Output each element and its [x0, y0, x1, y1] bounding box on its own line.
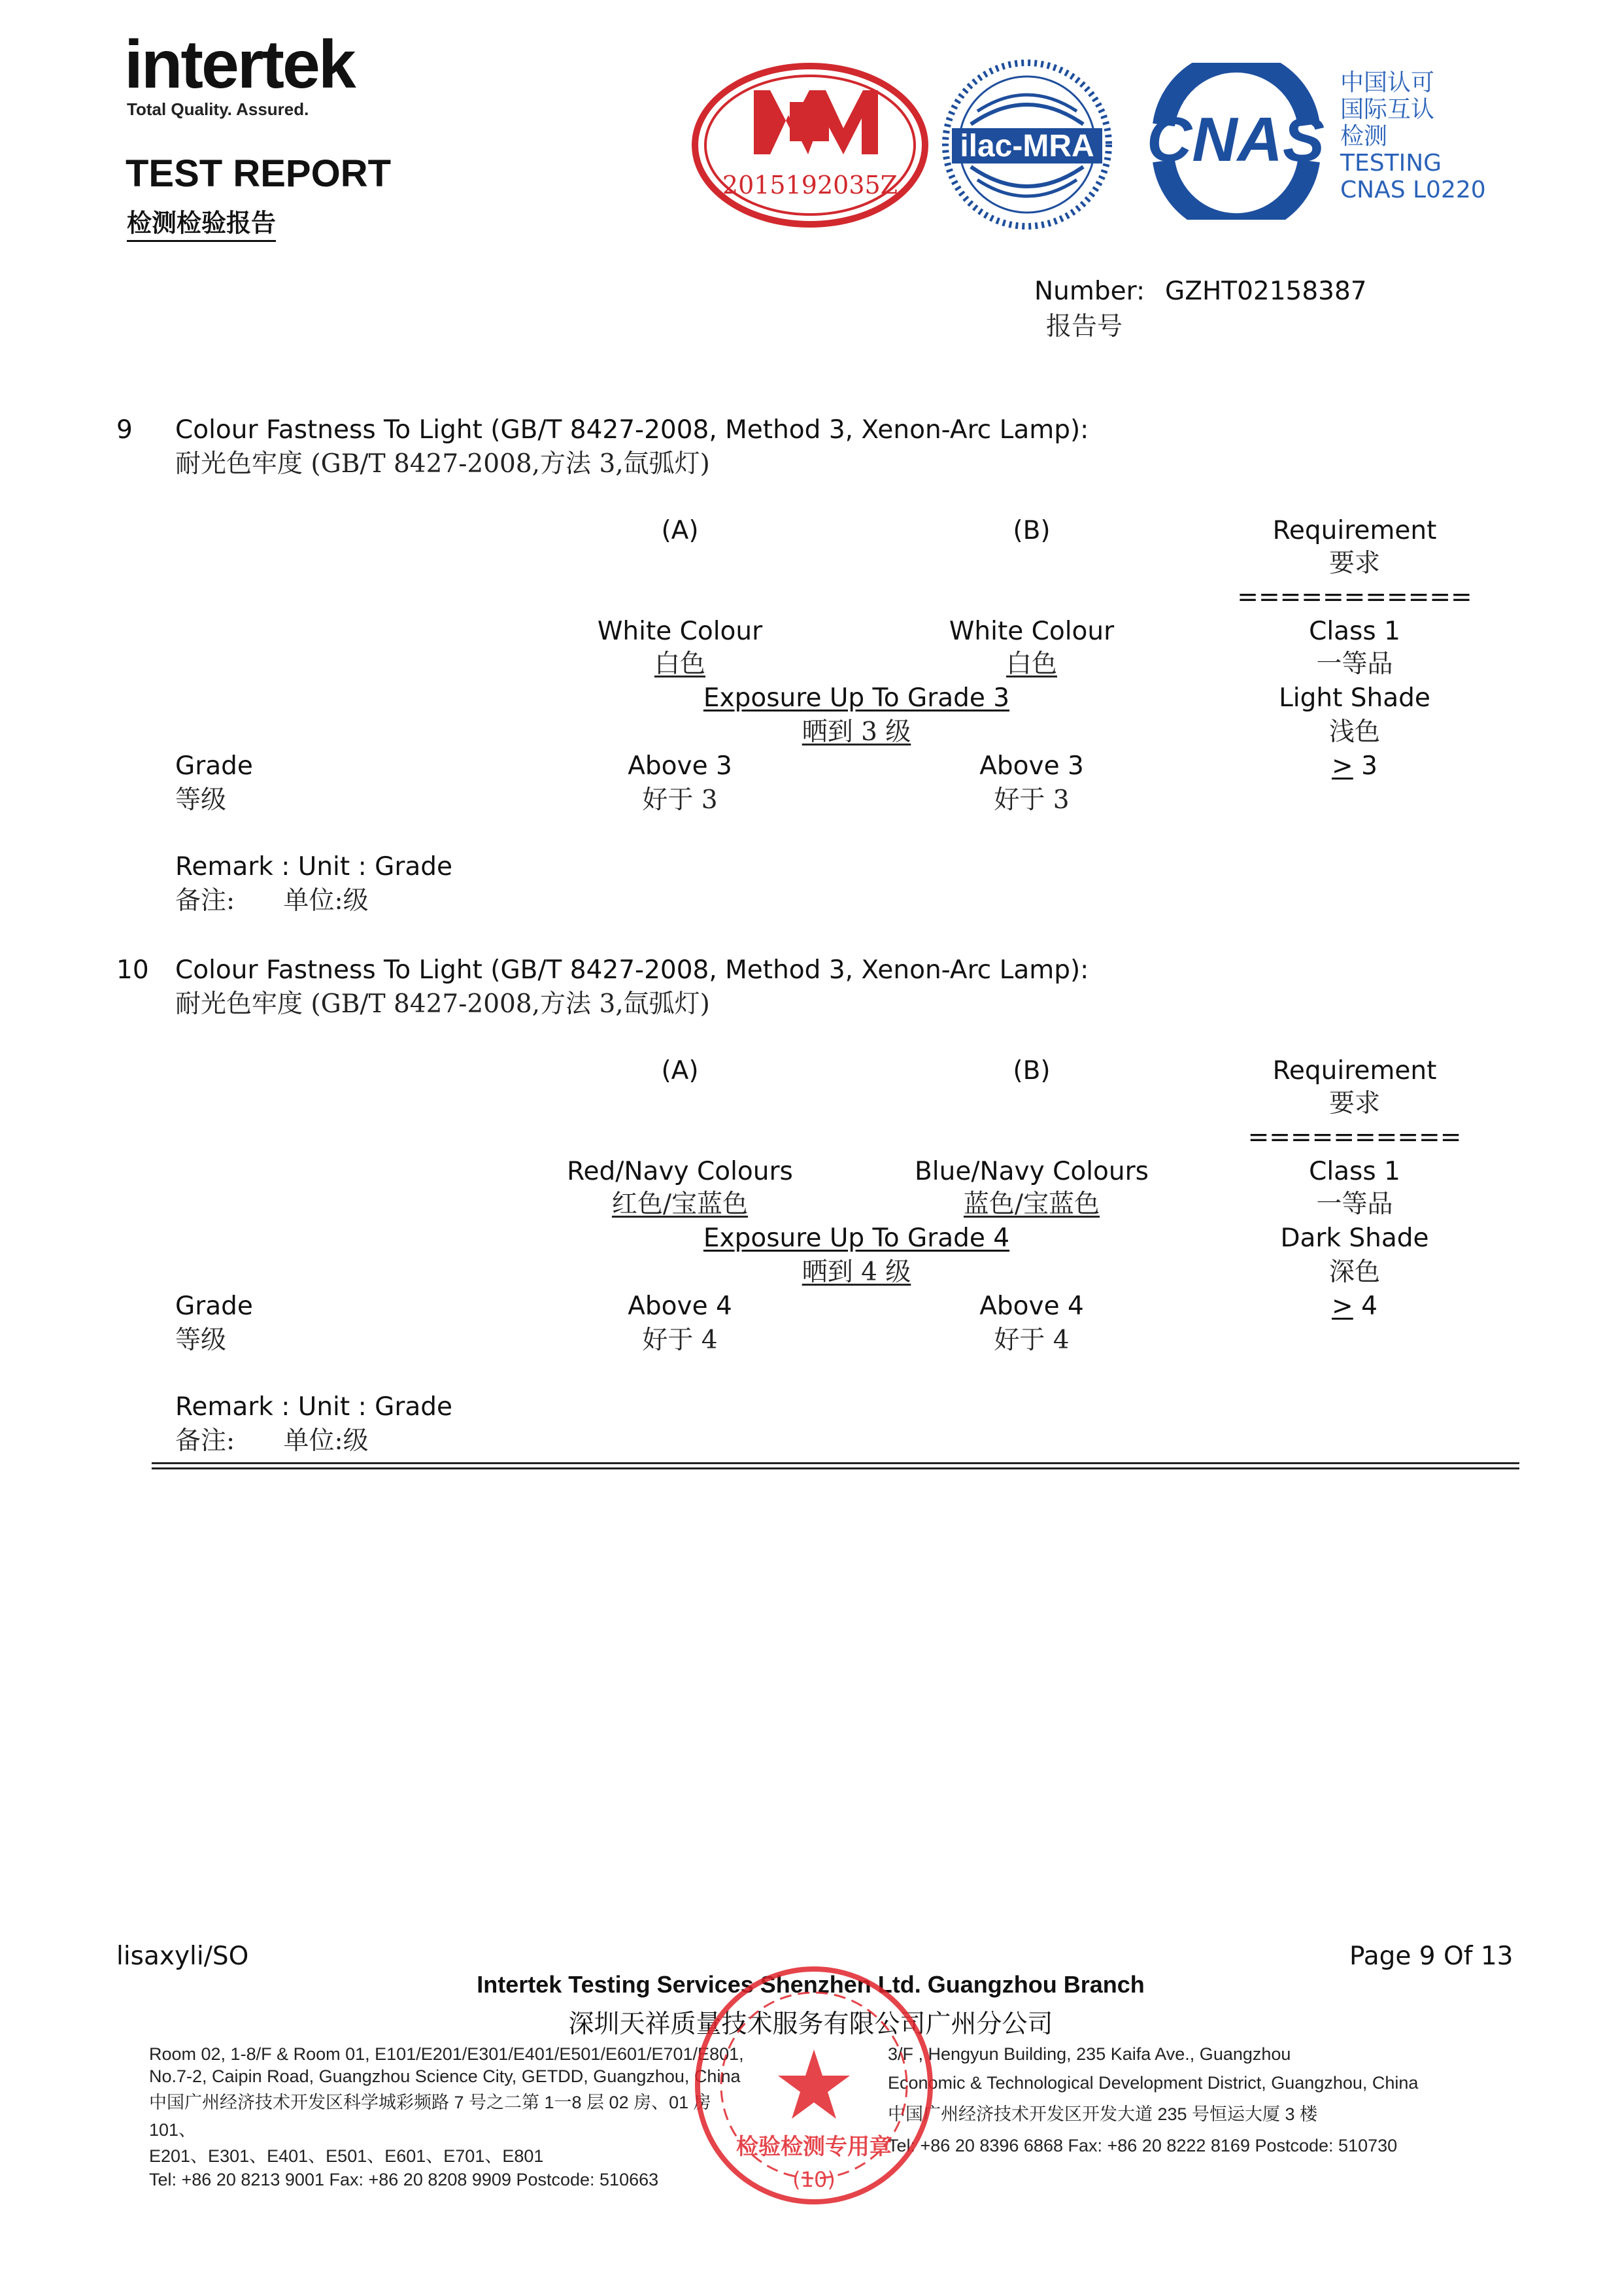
result-a-cn: 好于 4 — [642, 1326, 718, 1355]
sample-a-colour-cn: 白色 — [654, 649, 706, 679]
address-line: E201、E301、E401、E501、E601、E701、E801 — [149, 2146, 544, 2166]
section-title-cn: 耐光色牢度 (GB/T 8427-2008,方法 3,氙弧灯) — [175, 989, 710, 1019]
requirement-header: Requirement — [1272, 1056, 1437, 1086]
report-number-value: GZHT02158387 — [1165, 277, 1367, 306]
requirement-value-number: 3 — [1353, 751, 1377, 781]
address-line: 中国广州经济技术开发区开发大道 235 号恒运大厦 3 楼 — [888, 2104, 1318, 2124]
column-a-header: (A) — [661, 1056, 699, 1086]
requirement-value — [1332, 1290, 1377, 1324]
report-title: TEST REPORT — [126, 152, 392, 195]
sample-b-colour: Blue/Navy Colours — [915, 1157, 1149, 1186]
cnas-line-2: 国际互认 — [1340, 96, 1435, 123]
requirement-value-number: 4 — [1353, 1292, 1377, 1321]
requirement-separator: ========== — [1247, 1123, 1462, 1152]
section-title: Colour Fastness To Light (GB/T 8427-2008, Method 3, Xenon-Arc Lamp): — [175, 955, 1089, 985]
exposure-grade: Exposure Up To Grade 3 — [703, 683, 1010, 713]
cma-code: 2015192035Z — [722, 171, 898, 199]
grade-label: Grade — [175, 1292, 253, 1321]
remark-cn: 备注: 单位:级 — [175, 886, 369, 916]
footer-company: Intertek Testing Services Shenzhen Ltd. Guangzhou Branch — [477, 1971, 1145, 1998]
requirement-value — [1332, 749, 1377, 783]
end-double-rule-top — [152, 1462, 1519, 1464]
requirement-separator: =========== — [1237, 583, 1472, 612]
grade-label-cn: 等级 — [175, 785, 227, 815]
grade-label: Grade — [175, 751, 253, 781]
company-seal-stamp — [693, 1964, 935, 2206]
result-a: Above 3 — [628, 751, 732, 781]
address-line: 中国广州经济技术开发区科学城彩频路 7 号之二第 1一8 层 02 房、01 房 — [149, 2093, 711, 2112]
address-line: Tel: +86 20 8396 6868 Fax: +86 20 8222 8169 Postcode: 510730 — [888, 2136, 1398, 2155]
ilac-label: ilac-MRA — [960, 129, 1094, 163]
cma-logo — [692, 63, 928, 228]
report-number-label: Number: — [1034, 277, 1145, 306]
ilac-mra-logo — [941, 59, 1113, 230]
cnas-line-4: TESTING — [1340, 150, 1442, 177]
footer-author: lisaxyli/SO — [116, 1942, 249, 1971]
address-line: No.7-2, Caipin Road, Guangzhou Science City, GETDD, Guangzhou, China — [149, 2066, 741, 2086]
sample-a-colour-cn: 红色/宝蓝色 — [611, 1190, 749, 1219]
footer-company-cn: 深圳天祥质量技术服务有限公司广州分公司 — [568, 2010, 1053, 2039]
address-line: Economic & Technological Development District, Guangzhou, China — [888, 2073, 1419, 2093]
column-b-header: (B) — [1013, 1056, 1051, 1086]
sample-b-colour: White Colour — [949, 617, 1115, 646]
requirement-header-cn: 要求 — [1328, 549, 1381, 578]
result-b-cn: 好于 3 — [994, 785, 1070, 815]
requirement-shade: Light Shade — [1279, 683, 1430, 713]
requirement-header: Requirement — [1272, 516, 1437, 545]
requirement-class-cn: 一等品 — [1316, 1190, 1393, 1219]
intertek-logo: intertek — [124, 27, 354, 103]
requirement-shade: Dark Shade — [1280, 1224, 1429, 1253]
column-a-header: (A) — [661, 516, 699, 545]
cnas-line-3: 检测 — [1340, 123, 1388, 150]
cnas-line-1: 中国认可 — [1340, 69, 1435, 96]
greater-equal-symbol: > — [1332, 751, 1353, 781]
result-b: Above 4 — [979, 1292, 1084, 1321]
result-a: Above 4 — [628, 1292, 732, 1321]
sample-b-colour-cn: 蓝色/宝蓝色 — [963, 1190, 1100, 1219]
address-line: Tel: +86 20 8213 9001 Fax: +86 20 8208 9909 Postcode: 510663 — [149, 2170, 659, 2189]
requirement-class: Class 1 — [1309, 617, 1400, 646]
column-b-header: (B) — [1013, 516, 1051, 545]
grade-label-cn: 等级 — [175, 1326, 227, 1355]
requirement-class: Class 1 — [1309, 1157, 1400, 1186]
exposure-grade-cn: 晒到 3 级 — [802, 717, 911, 747]
address-line: 101、 — [149, 2120, 197, 2140]
sample-a-colour: Red/Navy Colours — [567, 1157, 793, 1186]
section-title: Colour Fastness To Light (GB/T 8427-2008, Method 3, Xenon-Arc Lamp): — [175, 415, 1089, 445]
stamp-number: (10) — [792, 2167, 836, 2192]
logo-tagline: Total Quality. Assured. — [127, 99, 309, 119]
requirement-shade-cn: 深色 — [1328, 1258, 1381, 1287]
sample-a-colour: White Colour — [597, 617, 763, 646]
end-double-rule-bottom — [152, 1467, 1519, 1469]
sample-b-colour-cn: 白色 — [1005, 649, 1058, 679]
remark-cn: 备注: 单位:级 — [175, 1426, 369, 1456]
report-subtitle: 检测检验报告 — [127, 203, 276, 242]
cnas-label: CNAS — [1146, 105, 1325, 175]
section-title-cn: 耐光色牢度 (GB/T 8427-2008,方法 3,氙弧灯) — [175, 449, 710, 479]
section-number: 9 — [116, 415, 133, 445]
exposure-grade: Exposure Up To Grade 4 — [703, 1224, 1010, 1253]
cnas-line-5: CNAS L0220 — [1340, 177, 1486, 203]
report-number-label-cn: 报告号 — [1046, 312, 1123, 341]
footer-page-number: Page 9 Of 13 — [1349, 1942, 1513, 1971]
requirement-class-cn: 一等品 — [1316, 649, 1393, 679]
greater-equal-symbol: > — [1332, 1292, 1353, 1321]
exposure-grade-cn: 晒到 4 级 — [802, 1258, 911, 1287]
result-a-cn: 好于 3 — [642, 785, 718, 815]
stamp-text: 检验检测专用章 — [736, 2134, 892, 2160]
address-line: 3/F , Hengyun Building, 235 Kaifa Ave., Guangzhou — [888, 2044, 1291, 2064]
address-line: Room 02, 1-8/F & Room 01, E101/E201/E301/E401/E501/E601/E701/E801, — [149, 2044, 744, 2064]
remark: Remark : Unit : Grade — [175, 852, 453, 882]
result-b: Above 3 — [979, 751, 1084, 781]
requirement-shade-cn: 浅色 — [1328, 717, 1381, 747]
section-number: 10 — [116, 955, 149, 985]
result-b-cn: 好于 4 — [994, 1326, 1070, 1355]
remark: Remark : Unit : Grade — [175, 1392, 453, 1422]
cnas-logo — [1138, 63, 1334, 220]
requirement-header-cn: 要求 — [1328, 1089, 1381, 1118]
